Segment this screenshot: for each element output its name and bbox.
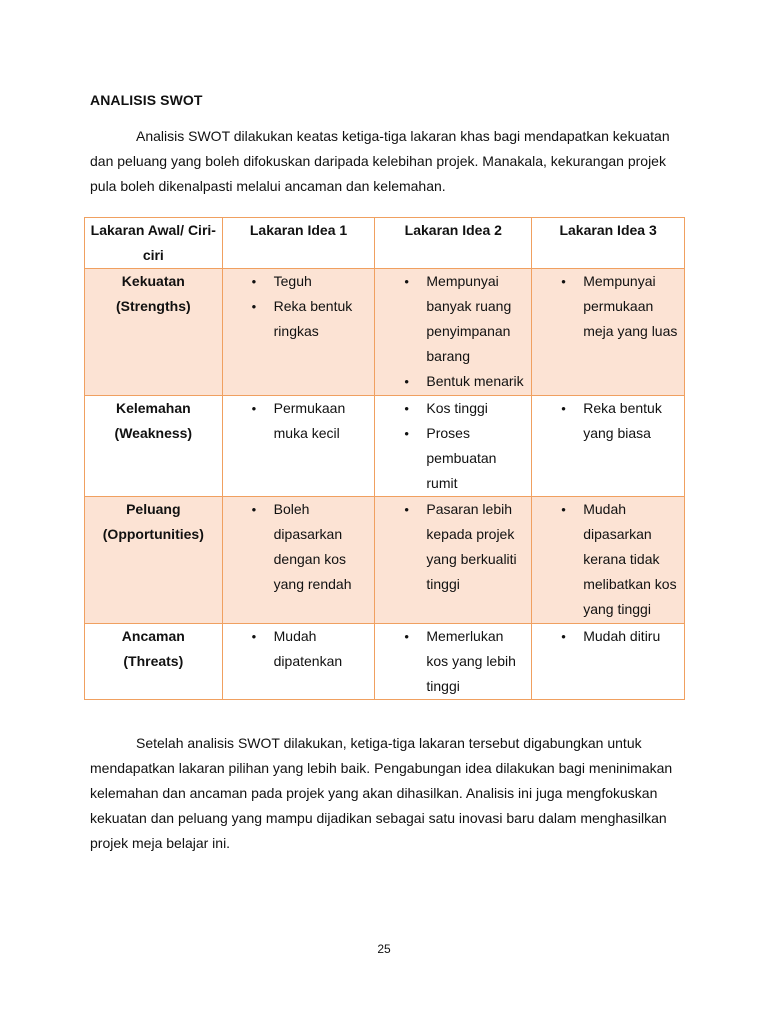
list-item — [532, 497, 684, 622]
list-item-text: Kos tinggi — [426, 400, 488, 416]
cell-weakness-idea-2 — [375, 396, 532, 497]
cell-strengths-idea-1 — [222, 269, 375, 396]
header-cell-idea-2: Lakaran Idea 2 — [375, 218, 532, 269]
bullet-icon: • — [251, 274, 257, 289]
bullet-list — [223, 396, 375, 446]
bullet-list — [223, 269, 375, 344]
table-row-opportunities — [85, 497, 685, 624]
list-item-text: Mempunyai banyak ruang penyimpanan barang — [426, 273, 512, 364]
cell-strengths-idea-2 — [375, 269, 532, 396]
row-sublabel-text: (Threats) — [123, 653, 184, 669]
list-item — [532, 269, 684, 344]
bullet-icon: • — [404, 274, 409, 289]
row-label-text: Kekuatan — [121, 273, 185, 289]
bullet-list — [532, 269, 684, 344]
bullet-icon: • — [561, 502, 566, 517]
bullet-icon: • — [251, 401, 257, 416]
bullet-list — [223, 624, 375, 674]
bullet-list — [375, 269, 531, 394]
list-item-text: Bentuk menarik — [426, 373, 524, 389]
list-item-text: Permukaan muka kecil — [273, 400, 346, 441]
table-row-strengths — [85, 269, 685, 396]
cell-opportunities-idea-1 — [222, 497, 375, 624]
list-item — [532, 624, 684, 649]
cell-opportunities-idea-3 — [532, 497, 685, 624]
page-number: 25 — [377, 942, 391, 956]
bullet-icon: • — [404, 629, 409, 644]
row-label-text: Ancaman — [121, 628, 185, 644]
row-label-text: Peluang — [126, 501, 181, 517]
bullet-list — [375, 497, 531, 597]
cell-threats-idea-3 — [532, 624, 685, 700]
bullet-list — [375, 624, 531, 699]
bullet-icon: • — [404, 502, 409, 517]
cell-strengths-idea-3 — [532, 269, 685, 396]
bullet-list — [375, 396, 531, 496]
swot-table — [84, 217, 685, 700]
list-item — [375, 396, 531, 421]
cell-weakness-idea-3 — [532, 396, 685, 497]
row-label-opportunities — [85, 497, 223, 624]
list-item-text: Pasaran lebih kepada projek yang berkualiti tinggi — [426, 501, 517, 592]
list-item — [375, 624, 531, 699]
cell-weakness-idea-1 — [222, 396, 375, 497]
list-item — [532, 396, 684, 446]
list-item — [375, 269, 531, 369]
list-item — [223, 396, 375, 446]
bullet-icon: • — [404, 401, 409, 416]
cell-threats-idea-2 — [375, 624, 532, 700]
row-label-text: Kelemahan — [115, 400, 191, 416]
section-heading: ANALISIS SWOT — [90, 92, 203, 108]
row-label-weakness — [85, 396, 223, 497]
row-sublabel-text: (Strengths) — [115, 298, 191, 314]
list-item — [223, 294, 375, 344]
row-sublabel-text: (Opportunities) — [102, 526, 204, 542]
list-item-text: Reka bentuk yang biasa — [583, 400, 662, 441]
list-item-text: Reka bentuk ringkas — [273, 298, 353, 339]
bullet-icon: • — [561, 274, 566, 289]
header-cell-criteria: Lakaran Awal/ Ciri- ciri — [85, 218, 223, 269]
list-item — [223, 269, 375, 294]
row-label-threats — [85, 624, 223, 700]
header-cell-idea-1: Lakaran Idea 1 — [222, 218, 375, 269]
bullet-icon: • — [561, 629, 566, 644]
header-cell-idea-3: Lakaran Idea 3 — [532, 218, 685, 269]
list-item-text: Boleh dipasarkan dengan kos yang rendah — [273, 501, 352, 592]
list-item-text: Memerlukan kos yang lebih tinggi — [426, 628, 516, 694]
bullet-icon: • — [251, 502, 257, 517]
closing-paragraph: Setelah analisis SWOT dilakukan, ketiga-tiga lakaran tersebut digabungkan untuk mendapatkan lakaran pilihan yang lebih baik. Pengabungan idea dilakukan bagi meninimakan kelemahan dan ancaman pada projek yang akan dihasilkan. Analisis ini juga mengfokuskan kekuatan dan peluang yang mampu dijadikan sebagai satu inovasi baru dalam menghasilkan projek meja belajar ini. — [90, 735, 673, 851]
list-item-text: Mempunyai permukaan meja yang luas — [583, 273, 678, 339]
table-row-threats — [85, 624, 685, 700]
list-item-text: Mudah dipasarkan kerana tidak melibatkan kos yang tinggi — [583, 501, 677, 617]
list-item — [223, 624, 375, 674]
bullet-icon: • — [404, 426, 409, 441]
list-item — [223, 497, 375, 597]
list-item — [375, 421, 531, 496]
list-item-text: Proses pembuatan rumit — [426, 425, 497, 491]
bullet-list — [223, 497, 375, 597]
list-item-text: Mudah ditiru — [583, 628, 661, 644]
intro-paragraph: Analisis SWOT dilakukan keatas ketiga-tiga lakaran khas bagi mendapatkan kekuatan dan peluang yang boleh difokuskan daripada kelebihan projek. Manakala, kekurangan projek pula boleh dikenalpasti melalui ancaman dan kelemahan. — [90, 128, 670, 194]
cell-opportunities-idea-2 — [375, 497, 532, 624]
row-sublabel-text: (Weakness) — [114, 425, 193, 441]
bullet-list — [532, 497, 684, 622]
list-item — [375, 497, 531, 597]
table-row-weakness — [85, 396, 685, 497]
bullet-icon: • — [561, 401, 566, 416]
table-header-row — [85, 218, 685, 269]
list-item — [375, 369, 531, 394]
list-item-text: Mudah dipatenkan — [273, 628, 343, 669]
bullet-icon: • — [251, 299, 257, 314]
bullet-list — [532, 396, 684, 446]
bullet-icon: • — [251, 629, 257, 644]
bullet-icon: • — [404, 374, 409, 389]
list-item-text: Teguh — [273, 273, 312, 289]
row-label-strengths — [85, 269, 223, 396]
bullet-list — [532, 624, 684, 649]
cell-threats-idea-1 — [222, 624, 375, 700]
